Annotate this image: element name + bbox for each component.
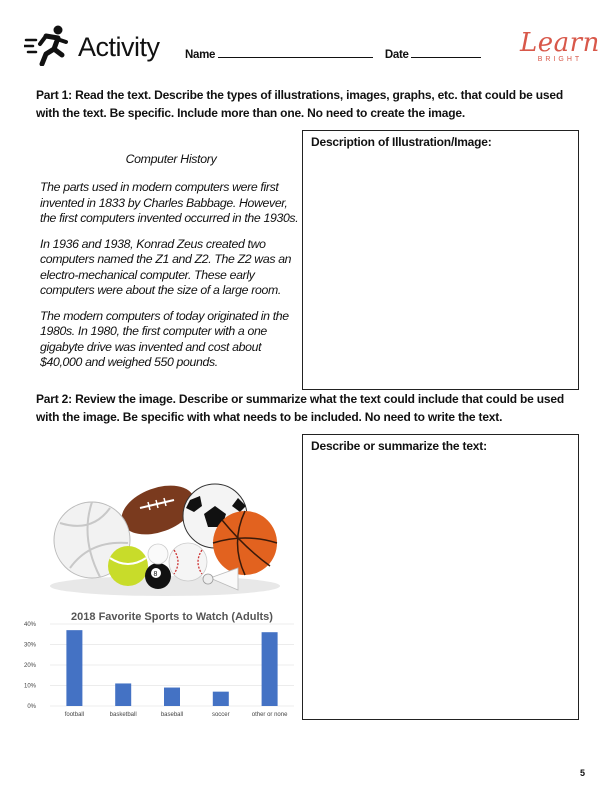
- y-tick-label: 0%: [27, 704, 36, 710]
- story-paragraph: The parts used in modern computers were first invented in 1833 by Charles Babbage. However, the first computers invented occurred in the 1930s.: [40, 180, 299, 225]
- story-paragraph: In 1936 and 1938, Konrad Zeus created two computers named the Z1 and Z2. The Z2 was an electro-mechanical computer. These early computers were about the size of a large room.: [40, 236, 292, 297]
- x-tick-label: soccer: [211, 712, 230, 718]
- x-tick-label: football: [64, 712, 85, 718]
- y-tick-label: 30%: [23, 642, 36, 649]
- date-label: Date: [384, 49, 409, 61]
- bar-baseball: [164, 688, 180, 706]
- text-summary-box[interactable]: [302, 434, 579, 720]
- sports-balls-image: [40, 478, 290, 598]
- bar-soccer: [213, 692, 229, 706]
- illustration-box-title: Description of Illustration/Image:: [311, 135, 492, 149]
- part2-instructions: Part 2: Review the image. Describe or summarize what the text could include that could be used with the image. Be specific with what needs to be included. No need to write the text.: [36, 392, 565, 424]
- y-tick-label: 10%: [23, 683, 36, 690]
- x-tick-label: baseball: [160, 712, 184, 718]
- name-label: Name: [185, 49, 216, 61]
- bar-basketball: [115, 683, 131, 706]
- x-tick-label: other or none: [251, 712, 288, 718]
- part1-instructions: Part 1: Read the text. Describe the types of illustrations, images, graphs, etc. that could be used with the text. Be specific. Include more than one. No need to create the image.: [36, 88, 564, 120]
- story-paragraph: The modern computers of today originated in the 1980s. In 1980, the first computer with a one gigabyte drive was invented and cost about $40,000 and weighed 550 pounds.: [40, 308, 289, 369]
- summary-box-title: Describe or summarize the text:: [311, 439, 487, 453]
- chart-y-axis: [24, 622, 37, 710]
- learn-bright-logo: Learn BRIGHT: [520, 28, 600, 63]
- sports-bar-chart: [14, 606, 298, 726]
- page-title: Activity: [78, 32, 160, 62]
- date-field[interactable]: [411, 47, 481, 58]
- running-person-icon: [24, 24, 72, 66]
- chart-title: 2018 Favorite Sports to Watch (Adults): [71, 611, 273, 623]
- illustration-description-box[interactable]: [302, 130, 579, 390]
- y-tick-label: 40%: [23, 622, 36, 628]
- name-date-line: [185, 47, 481, 61]
- bar-football: [66, 630, 82, 706]
- name-field[interactable]: [218, 47, 373, 58]
- y-tick-label: 20%: [23, 663, 36, 669]
- story-title: Computer History: [125, 152, 217, 166]
- page-number: 5: [580, 768, 586, 778]
- bar-other-or-none: [262, 632, 278, 706]
- svg-text:8: 8: [153, 571, 158, 578]
- x-tick-label: basketball: [109, 712, 137, 718]
- story-text: [40, 180, 302, 381]
- chart-x-axis: [65, 712, 288, 718]
- chart-bars: [66, 630, 277, 706]
